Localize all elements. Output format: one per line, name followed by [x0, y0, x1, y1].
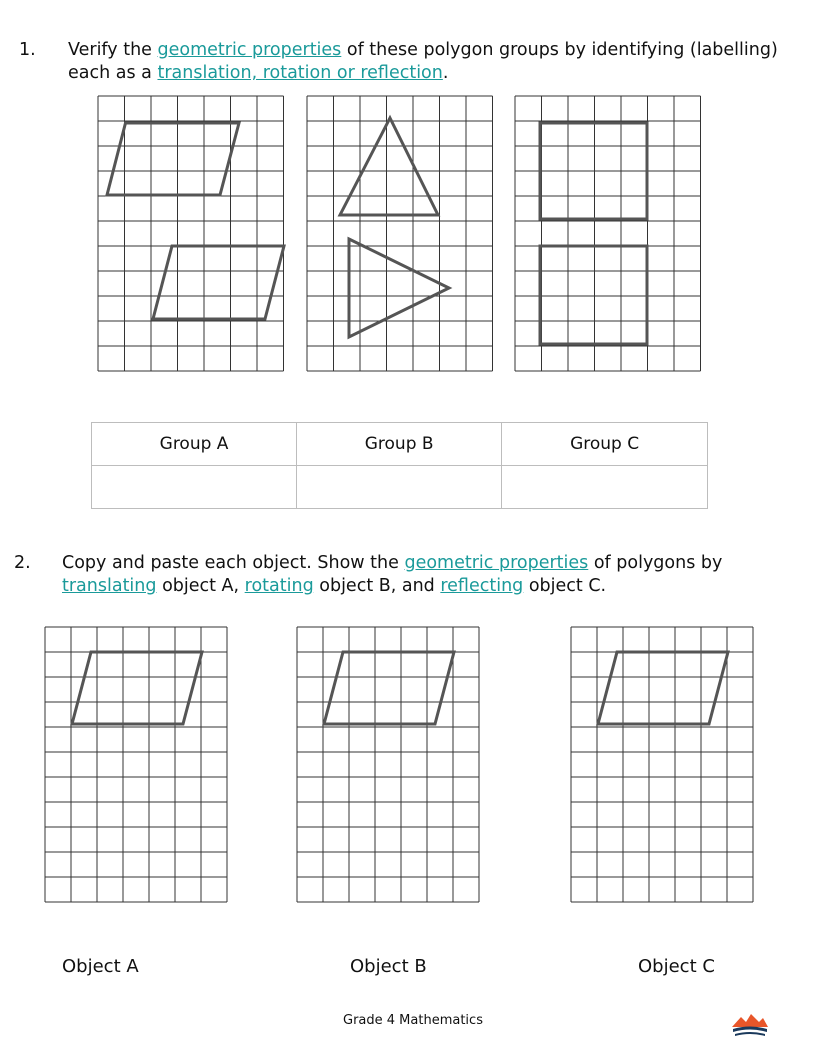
question-1-number: 1. — [19, 40, 36, 60]
link-translating[interactable]: translating — [62, 576, 157, 596]
object-c-parallelogram[interactable] — [598, 652, 728, 724]
group-a-parallelogram-bottom — [153, 246, 284, 319]
object-a-grid[interactable] — [44, 626, 232, 904]
answer-cell-group-c[interactable] — [502, 466, 708, 509]
header-group-c: Group C — [502, 423, 708, 466]
header-group-a: Group A — [92, 423, 297, 466]
question-2-line-2 — [62, 575, 606, 598]
question-2-text: Copy and paste each object. Show the — [62, 553, 405, 573]
question-2-text: of polygons by — [588, 553, 723, 573]
question-1-text: of these polygon groups by identifying (labelling) — [341, 40, 778, 60]
question-1-text: Verify the — [68, 40, 158, 60]
question-1-line-2 — [68, 62, 448, 85]
link-geometric-properties-2[interactable]: geometric properties — [404, 553, 589, 573]
table-answer-row — [92, 466, 708, 509]
question-1-text: each as a — [68, 63, 158, 83]
link-reflecting[interactable]: reflecting — [440, 576, 524, 596]
table-header-row — [92, 423, 708, 466]
question-1-line-1 — [68, 39, 778, 62]
group-c-rectangle-bottom — [540, 246, 647, 344]
group-a-parallelogram-top — [107, 123, 239, 195]
object-b-label: Object B — [350, 956, 427, 977]
group-answer-table — [91, 422, 708, 509]
question-2-text: object B, and — [313, 576, 441, 596]
link-transformations[interactable]: translation, rotation or reflection — [157, 63, 443, 83]
group-b-grid — [306, 95, 494, 375]
question-1-text: . — [442, 63, 449, 83]
object-c-label: Object C — [638, 956, 715, 977]
group-b-triangle-right — [349, 239, 449, 337]
object-a-label: Object A — [62, 956, 139, 977]
object-b-grid[interactable] — [296, 626, 484, 904]
object-a-parallelogram[interactable] — [72, 652, 202, 724]
link-rotating[interactable]: rotating — [244, 576, 314, 596]
footer-text: Grade 4 Mathematics — [343, 1013, 483, 1028]
mountain-logo-icon — [731, 1012, 769, 1038]
answer-cell-group-b[interactable] — [297, 466, 502, 509]
question-2-text: object A, — [156, 576, 245, 596]
question-2-line-1 — [62, 552, 722, 575]
group-c-grid — [514, 95, 702, 375]
object-c-grid[interactable] — [570, 626, 758, 904]
link-geometric-properties[interactable]: geometric properties — [157, 40, 342, 60]
object-b-parallelogram[interactable] — [324, 652, 454, 724]
question-2-number: 2. — [14, 553, 31, 573]
group-a-grid — [97, 95, 287, 375]
answer-cell-group-a[interactable] — [92, 466, 297, 509]
header-group-b: Group B — [297, 423, 502, 466]
question-2-text: object C. — [523, 576, 607, 596]
group-b-triangle-up — [340, 118, 438, 215]
